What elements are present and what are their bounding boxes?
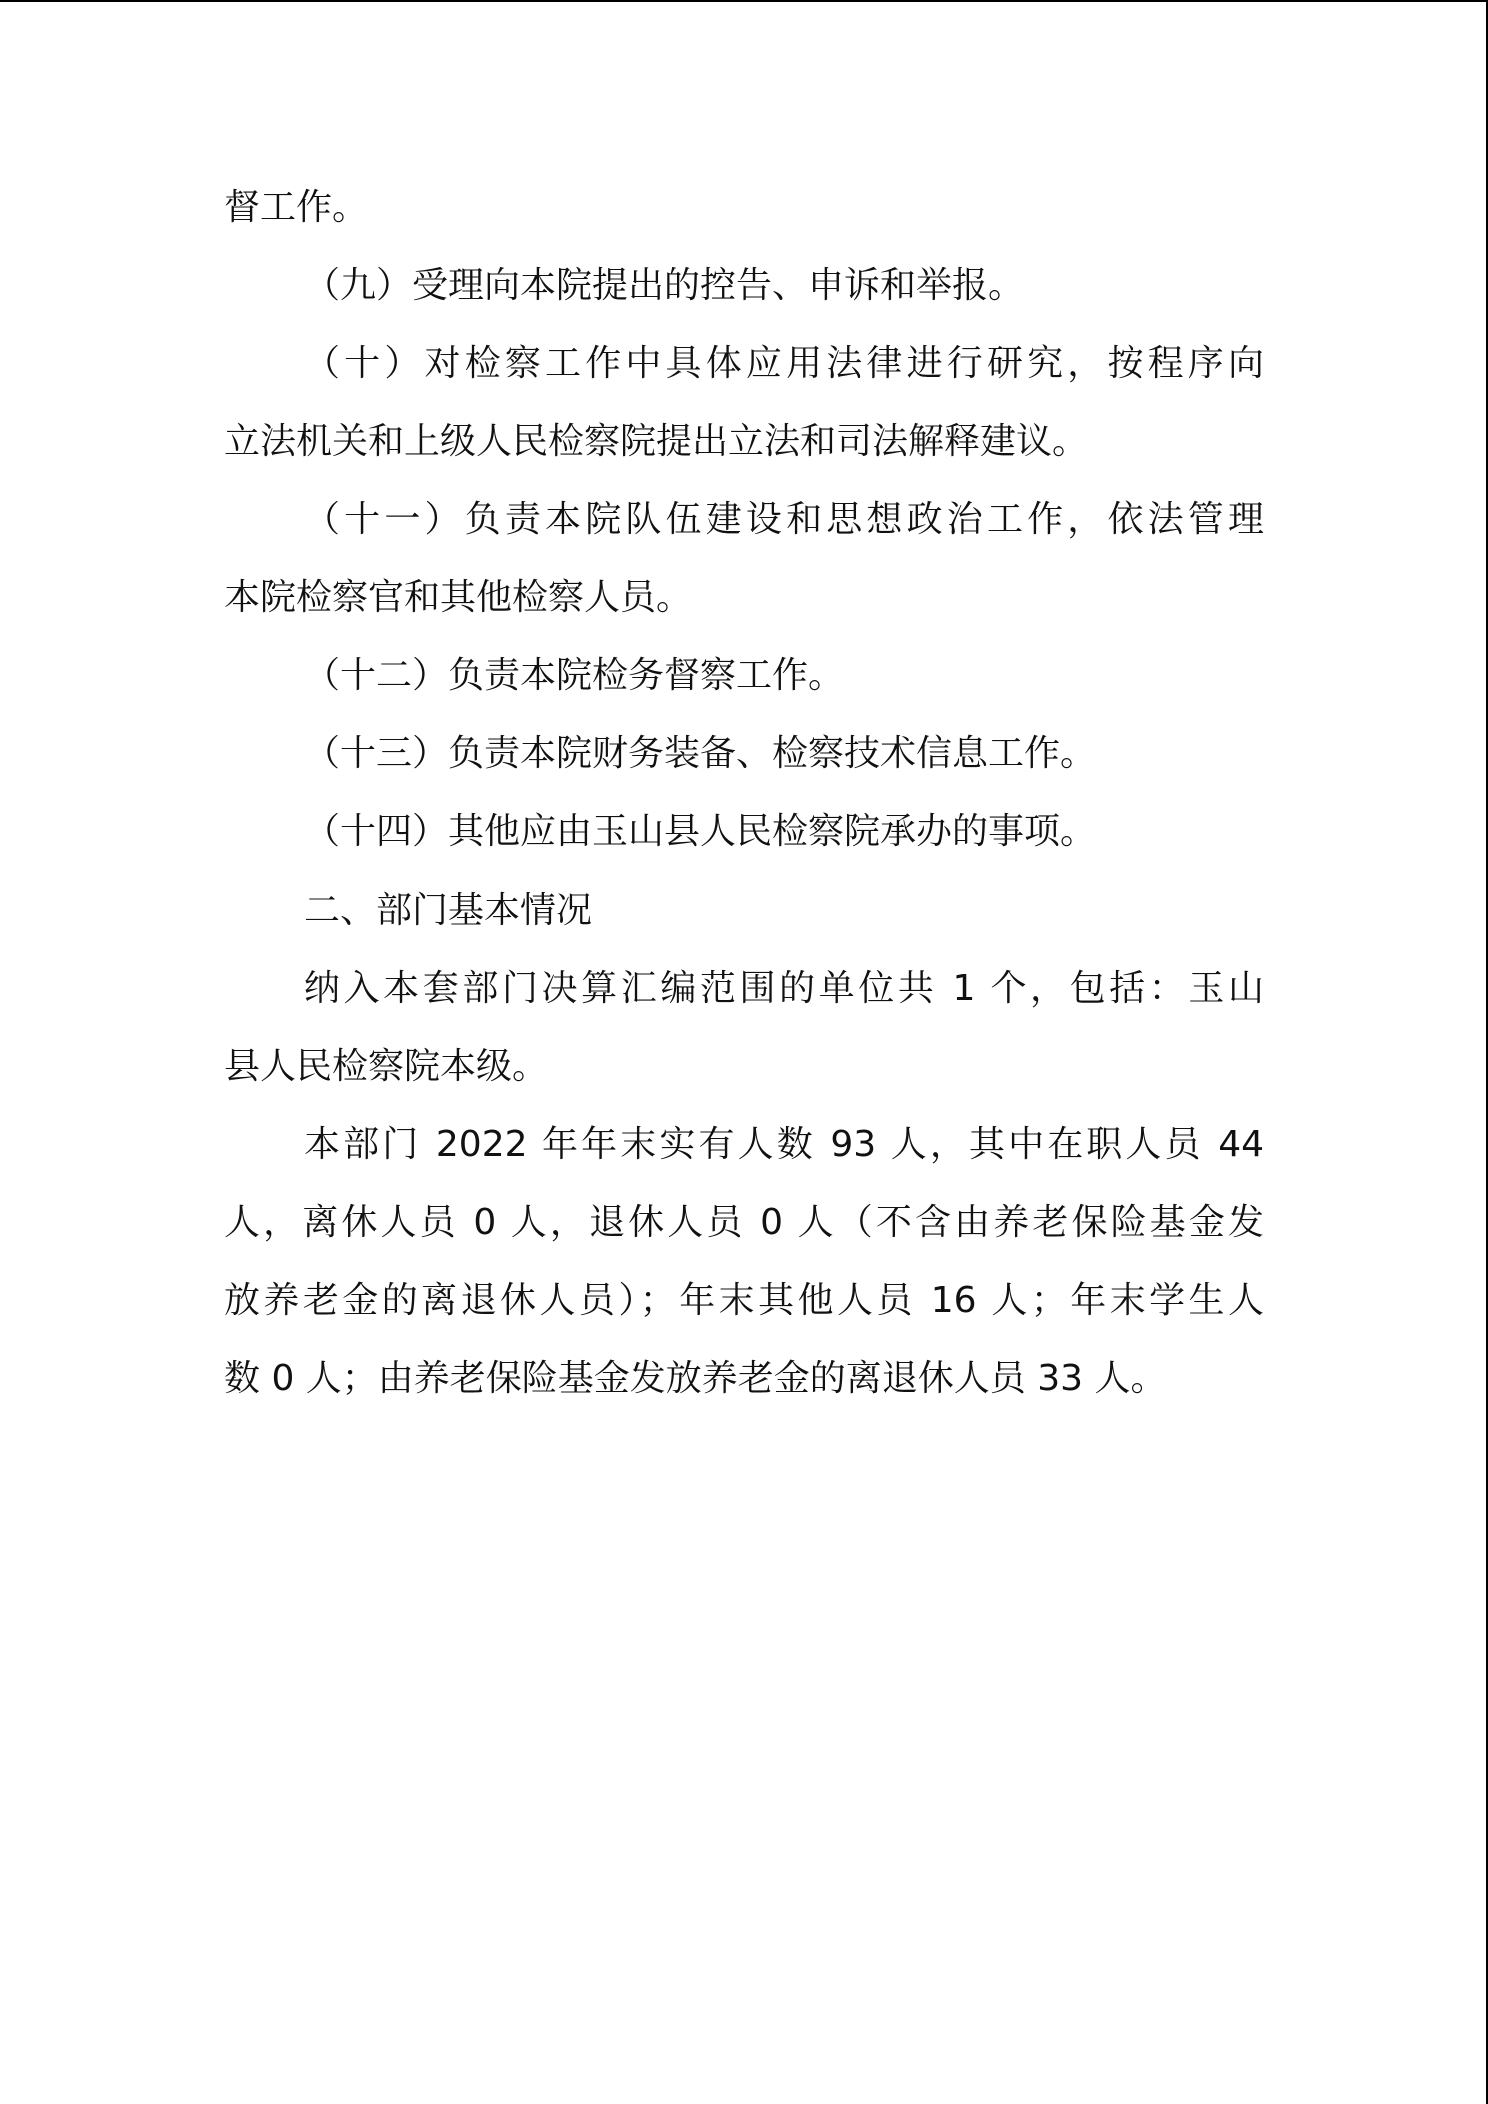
text-line: （十二）负责本院检务督察工作。 [304,655,845,696]
text-line: 放养老金的离退休人员）；年末其他人员 16 人；年末学生人 [224,1280,1264,1321]
text-line: （十）对检察工作中具体应用法律进行研究，按程序向 [304,343,1264,384]
text-line: 督工作。 [224,187,369,228]
text-line: （十四）其他应由玉山县人民检察院承办的事项。 [304,811,1097,852]
text-line: 纳入本套部门决算汇编范围的单位共 1 个，包括：玉山 [304,968,1264,1009]
text-line: （九）受理向本院提出的控告、申诉和举报。 [304,265,1025,306]
text-line: 人，离休人员 0 人，退休人员 0 人（不含由养老保险基金发 [224,1202,1264,1243]
text-line: 县人民检察院本级。 [224,1046,549,1087]
text-line: 本部门 2022 年年末实有人数 93 人，其中在职人员 44 [304,1124,1264,1165]
section-heading: 二、部门基本情况 [304,890,593,931]
text-line: 本院检察官和其他检察人员。 [224,577,693,618]
document-body [224,182,1264,1405]
text-line: 立法机关和上级人民检察院提出立法和司法解释建议。 [224,421,1089,462]
text-line: （十三）负责本院财务装备、检察技术信息工作。 [304,733,1097,774]
text-line: （十一）负责本院队伍建设和思想政治工作，依法管理 [304,499,1264,540]
text-line: 数 0 人；由养老保险基金发放养老金的离退休人员 33 人。 [224,1358,1167,1399]
